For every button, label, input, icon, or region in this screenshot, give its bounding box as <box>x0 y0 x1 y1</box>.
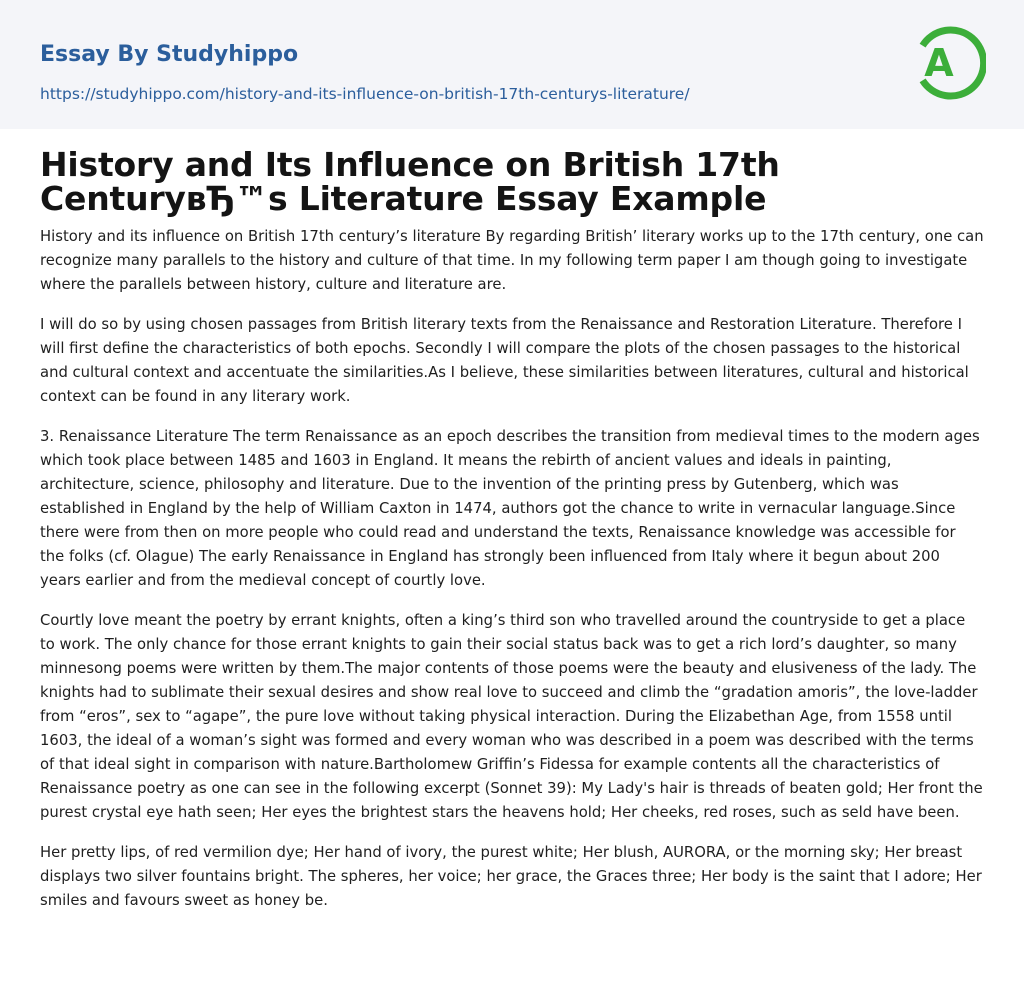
article-paragraph-5: Her pretty lips, of red vermilion dye; Her hand of ivory, the purest white; Her blush, AURORA, or the morning sky; Her breast displays two silver fountains bright. The spheres, her voice; her grace, the Graces three; Her body is the saint that I adore; Her smiles and favours sweet as honey be. <box>40 844 982 909</box>
article-title: History and Its Influence on British 17th CenturyвЂ™s Literature Essay Example <box>40 145 780 218</box>
studyhippo-logo-icon[interactable] <box>914 20 986 106</box>
site-title[interactable]: Essay By Studyhippo <box>40 42 299 67</box>
article-content <box>0 129 1024 913</box>
article-paragraph-1: History and its influence on British 17th century’s literature By regarding British’ literary works up to the 17th century, one can recognize many parallels to the history and culture of that time. In my following term paper I am though going to investigate where the parallels between history, culture and literature are. <box>40 228 984 293</box>
site-header <box>0 0 1024 129</box>
article-paragraph-3: 3. Renaissance Literature The term Renaissance as an epoch describes the transition from medieval times to the modern ages which took place between 1485 and 1603 in England. It means the rebirth of ancient values and ideals in painting, architecture, science, philosophy and literature. Due to the invention of the printing press by Gutenberg, which was established in England by the help of William Caxton in 1474, authors got the chance to write in vernacular language.Since there were from then on more people who could read and understand the texts, Renaissance knowledge was accessible for the folks (cf. Olague) The early Renaissance in England has strongly been influenced from Italy where it begun about 200 years earlier and from the medieval concept of courtly love. <box>40 428 980 589</box>
article-paragraph-4: Courtly love meant the poetry by errant knights, often a king’s third son who travelled around the countryside to get a place to work. The only chance for those errant knights to gain their social status back was to get a rich lord’s daughter, so many minnesong poems were written by them.The major contents of those poems were the beauty and elusiveness of the lady. The knights had to sublimate their sexual desires and show real love to succeed and climb the “gradation amoris”, the love-ladder from “eros”, sex to “agape”, the pure love without taking physical interaction. During the Elizabethan Age, from 1558 until 1603, the ideal of a woman’s sight was formed and every woman who was described in a poem was described with the terms of that ideal sight in comparison with nature.Bartholomew Griffin’s Fidessa for example contents all the characteristics of Renaissance poetry as one can see in the following excerpt (Sonnet 39): My Lady's hair is threads of beaten gold; Her front the purest crystal eye hath seen; Her eyes the brightest stars the heavens hold; Her cheeks, red roses, such as seld have been. <box>40 612 983 821</box>
article-paragraph-2: I will do so by using chosen passages from British literary texts from the Renaissance and Restoration Literature. Therefore I will first define the characteristics of both epochs. Secondly I will compare the plots of the chosen passages to the historical and cultural context and accentuate the similarities.As I believe, these similarities between literatures, cultural and historical context can be found in any literary work. <box>40 316 969 405</box>
logo-letter: A <box>924 41 954 85</box>
page-url-link[interactable]: https://studyhippo.com/history-and-its-influence-on-british-17th-centurys-literature/ <box>40 85 690 103</box>
